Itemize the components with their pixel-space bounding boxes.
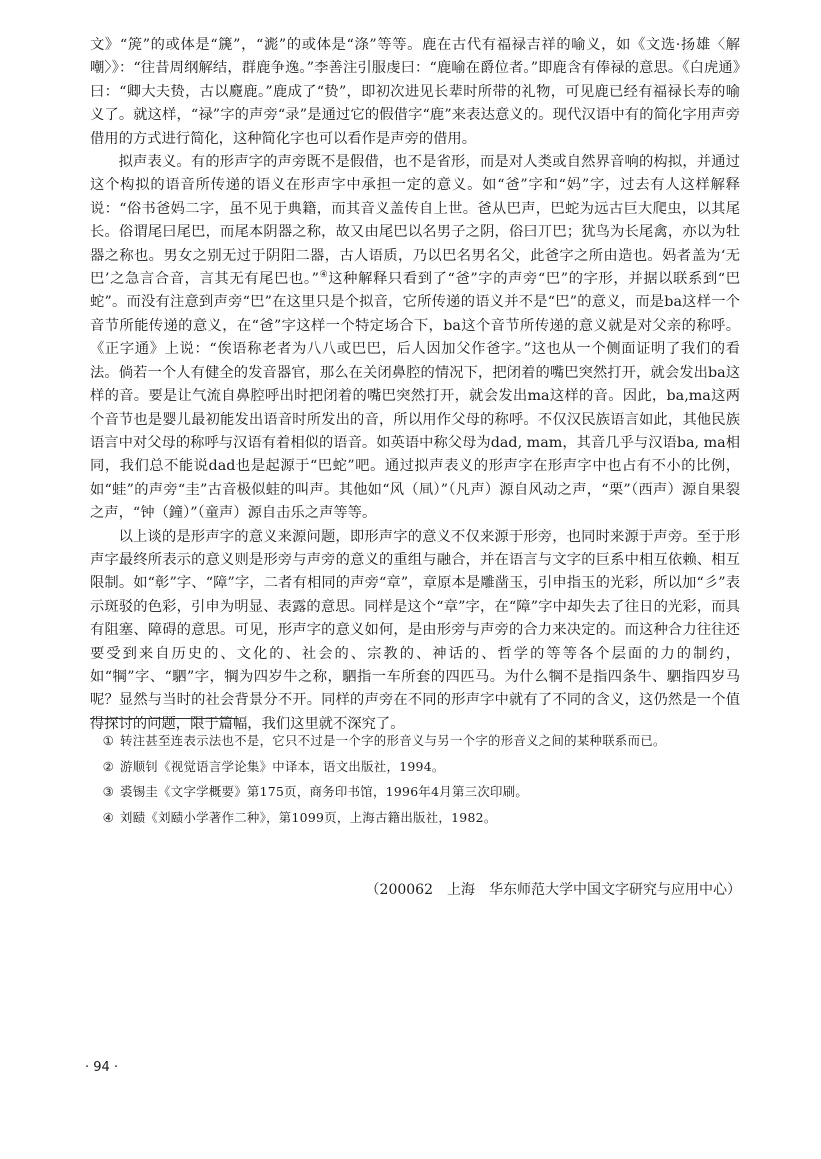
body-text — [90, 34, 740, 736]
author-affiliation: （200062 上海 华东师范大学中国文字研究与应用中心） — [365, 882, 741, 898]
paragraph-3-text: 以上谈的是形声字的意义来源问题，即形声字的意义不仅来源于形旁，也同时来源于声旁。至于形声字最终所表示的意义则是形旁与声旁的意义的重组与融合，并在语言与文字的巨系中相互依赖、相互限制。如“彰”字、“障”字，二者有相同的声旁“章”，章原本是雕凿玉，引申指玉的光彩，所以加“彡”表示斑驳的色彩，引申为明显、表露的意思。同样是这个“章”字，在“障”字中却失去了往日的光彩，而具有阻塞、障碍的意思。可见，形声字的意义如何，是由形旁与声旁的合力来决定的。而这种合力往往还要受到来自历史的、文化的、社会的、宗教的、神话的、哲学的等等各个层面的力的制约，如“犅”字、“駟”字，犅为四岁牛之称，駟指一车所套的四匹马。为什么犅不是指四条牛、駟指四岁马呢？显然与当时的社会背景分不开。同样的声旁在不同的形声字中就有了不同的含义，这仍然是一个值得探讨的问题，限于篇幅，我们这里就不深究了。 — [90, 528, 740, 732]
footnote-3-number: ③ — [102, 784, 114, 799]
footnote-2-text: 游顺钊《视觉语言学论集》中译本，语文出版社，1994。 — [120, 758, 445, 774]
footnote-4 — [90, 807, 740, 830]
footnote-1 — [90, 730, 740, 753]
paragraph-1 — [90, 34, 740, 151]
footnote-1-number: ① — [102, 733, 114, 748]
footnote-4-number: ④ — [102, 809, 114, 825]
footnote-2-number: ② — [102, 758, 114, 774]
footnote-3 — [90, 781, 740, 804]
footnote-2 — [90, 756, 740, 779]
paragraph-2 — [90, 151, 740, 526]
footnote-reference-4[interactable]: ④ — [318, 270, 329, 281]
footnote-3-text: 裘锡圭《文字学概要》第175页，商务印书馆，1996年4月第三次印刷。 — [120, 784, 529, 799]
paragraph-2-text-b: 这种解释只看到了“爸”字的声旁“巴”的字形，并据以联系到“巴蛇”。而没有注意到声旁“巴”在这里只是个拟音，它所传递的语义并不是“巴”的意义，而是ba这样一个音节所能传递的意义，在“爸”字这样一个特定场合下，ba这个音节所传递的意义就是对父亲的称呼。《正字通》上说：“俟语称老者为八八或巴巴，后人因加父作爸字。”这也从一个侧面证明了我们的看法。倘若一个人有健全的发音器官，那么在关闭鼻腔的情况下，把闭着的嘴巴突然打开，就会发出ba这样的音。要是让气流自鼻腔呼出时把闭着的嘴巴突然打开，就会发出ma这样的音。因此，ba,ma这两个音节也是婴儿最初能发出语音时所发出的音，所以用作父母的称呼。不仅汉民族语言如此，其他民族语言中对父母的称呼与汉语有着相似的语音。如英语中称父母为dad, mam，其音几乎与汉语ba, ma相同，我们总不能说dad也是起源于“巴蛇”吧。通过拟声表义的形声字在形声字中也占有不小的比例，如“蛙”的声旁“圭”古音极似蛙的叫声。其他如“风（凬）”（凡声）源自风动之声，“栗”（西声）源自果裂之声，“钟（鐘）”（童声）源自击乐之声等等。 — [90, 271, 740, 522]
paragraph-1-text: 文》“箎”的或体是“篪”，“滮”的或体是“涤”等等。鹿在古代有福禄吉祥的喻义，如《文选·扬雄〈解嘲〉》：“往昔周纲解结，群鹿争逸。”李善注引服虔曰：“鹿喻在爵位者。”即鹿含有俸禄的意思。《白虎通》曰：“卿大夫贽，古以麑鹿。”鹿成了“贽”，即初次进见长辈时所带的礼物，可见鹿已经有福禄长寿的喻义了。就这样，“禄”字的声旁“录”是通过它的假借字“鹿”来表达意义的。现代汉语中有的简化字用声旁借用的方式进行简化，这种简化字也可以看作是声旁的借用。 — [90, 37, 740, 147]
page-number: · 94 · — [85, 1060, 119, 1075]
footnote-1-text: 转注甚至连表示法也不是，它只不过是一个字的形音义与另一个字的形音义之间的某种联系而已。 — [120, 733, 666, 748]
footnote-4-text: 刘赜《刘赜小学著作二种》，第1099页，上海古籍出版社，1982。 — [120, 809, 497, 825]
paragraph-3 — [90, 526, 740, 737]
footnote-divider — [90, 718, 238, 719]
paragraph-2-text-a: 拟声表义。有的形声字的声旁既不是假借，也不是省形，而是对人类或自然界音响的构拟，并通过这个构拟的语音所传递的语义在形声字中承担一定的意义。如“爸”字和“妈”字，过去有人这样解释说：“俗书爸妈二字，虽不见于典籍，而其音义盖传自上世。爸从巴声，巴蛇为远古巨大爬虫，以其尾长。俗谓尾曰尾巴，而尾本阴器之称，故又由尾巴以名男子之阴，俗曰丌巴；犹鸟为长尾禽，亦以为牡器之称也。男女之别无过于阴阳二器，古人语质，乃以巴名男名父，此爸字之所由造也。妈者盖为‘无巴’之急言合音，言其无有尾巴也。” — [90, 154, 740, 288]
footnotes — [90, 730, 740, 832]
